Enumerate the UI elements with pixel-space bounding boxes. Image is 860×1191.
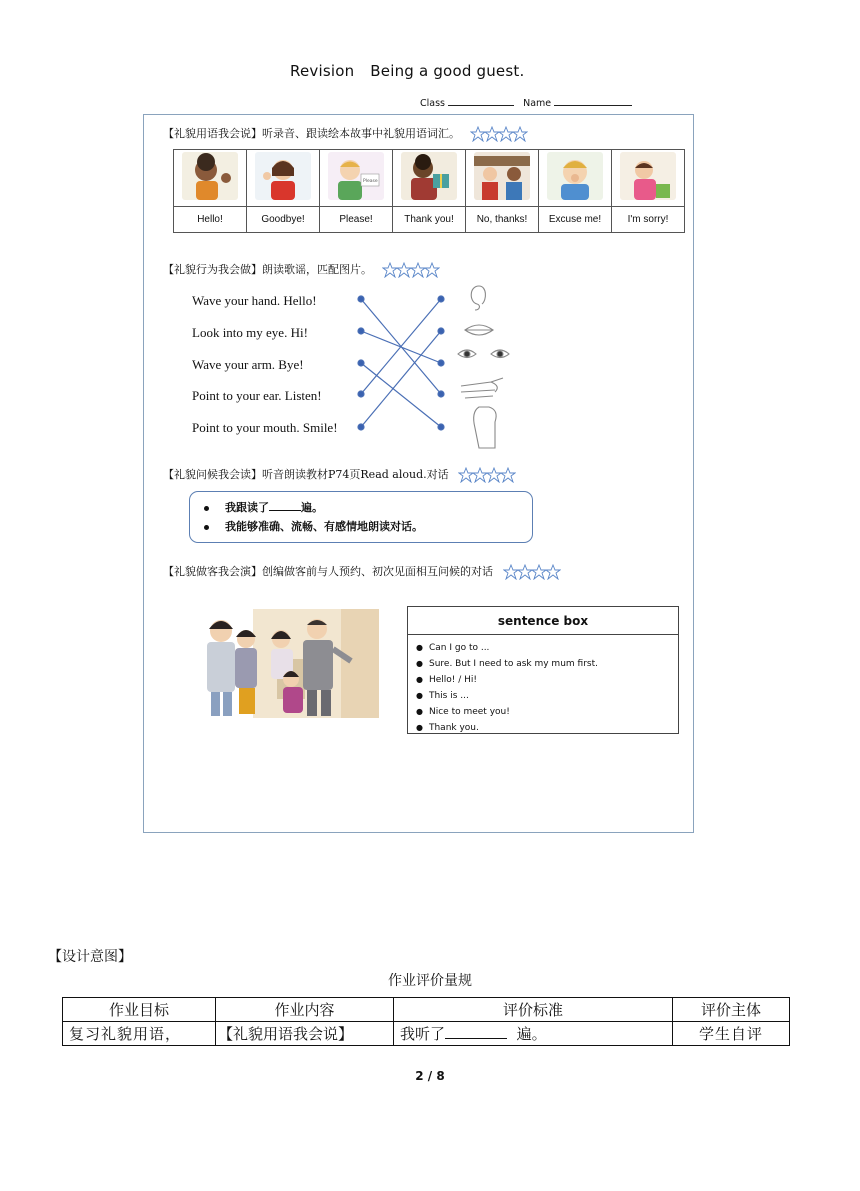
eyes-icon [458,350,509,358]
section-polite-words-heading: 【礼貌用语我会说】听录音、跟读绘本故事中礼貌用语词汇。 [163,127,460,140]
phrase-label: Excuse me! [539,207,612,233]
section-polite-visit [163,563,561,580]
sentence-item: ● Thank you. [416,720,678,736]
rhyme-line: Point to your mouth. Smile! [192,420,338,435]
page-number: 2 / 8 [415,1069,445,1083]
rubric-caption: 作业评价量规 [388,973,472,989]
rating-stars [470,126,528,142]
girl-gift-illustration [401,152,457,200]
rubric-header: 评价标准 [394,998,673,1022]
match-dot [438,424,444,430]
rating-stars [503,564,561,580]
phrase-label: Hello! [174,207,247,233]
name-label: Name [523,98,552,109]
boy-card-illustration [328,152,384,200]
sentence-box-title: sentence box [408,607,678,635]
boy-cover-mouth-illustration [547,152,603,200]
rubric-content: 【礼貌用语我会说】 [216,1022,394,1046]
section-polite-behaviour [163,261,440,278]
phrase-picture-goodbye [247,150,320,207]
match-dot [438,391,444,397]
lips-icon [465,325,493,335]
sentence-item: ● Can I go to ... [416,640,678,656]
self-check-box [189,491,533,543]
boy-waving-illustration [182,152,238,200]
match-dot [358,360,364,366]
self-check-text: 遍。 [301,501,323,514]
polite-phrases-table [173,149,685,233]
matching-lines [340,282,460,442]
rubric-header: 作业内容 [216,998,394,1022]
body-part-pictures [455,282,530,452]
ear-icon [471,286,485,310]
rhyme-line: Look into my eye. Hi! [192,325,308,340]
self-check-item [204,518,423,534]
sentence-item: ● This is ... [416,688,678,704]
class-label: Class [420,98,445,109]
match-dot [438,328,444,334]
bullet-icon [204,506,209,511]
phrase-picture-no-thanks [466,150,539,207]
title-topic: Being a good guest. [370,62,525,80]
phrase-picture-sorry [612,150,685,207]
match-line [361,363,441,427]
family-visit-illustration [191,609,379,718]
self-check-item [204,499,323,515]
self-check-text: 我跟读了 [225,501,269,514]
sentence-item: ● Hello! / Hi! [416,672,678,688]
sentence-box [407,606,679,734]
design-intent-heading: 【设计意图】 [48,949,132,965]
rubric-header: 评价主体 [673,998,790,1022]
rubric-standard-text: 我听了 [400,1025,446,1043]
hand-icon [461,378,503,398]
rhyme-line: Point to your ear. Listen! [192,388,322,403]
rubric-standard-text: 遍。 [516,1025,547,1043]
phrase-label: No, thanks! [466,207,539,233]
count-blank[interactable] [269,501,301,511]
phrase-picture-please [320,150,393,207]
sentence-item: ● Sure. But I need to ask my mum first. [416,656,678,672]
worksheet-title [290,62,524,80]
sentence-item: ● Nice to meet you! [416,704,678,720]
class-blank [448,96,514,106]
rubric-header: 作业目标 [63,998,216,1022]
class-name-line [420,96,632,109]
phrase-label: Goodbye! [247,207,320,233]
title-revision: Revision [290,62,355,80]
evaluation-rubric-table [62,997,790,1046]
rhyme-line: Wave your hand. Hello! [192,293,317,308]
table-row [63,1022,790,1046]
section-polite-words [163,125,528,142]
match-dot [438,360,444,366]
section-polite-greeting [163,466,516,483]
match-dot [358,296,364,302]
match-dot [358,391,364,397]
children-declining-illustration [474,152,530,200]
section-polite-behaviour-heading: 【礼貌行为我会做】朗读歌谣，匹配图片。 [163,263,372,276]
phrase-picture-thank-you [393,150,466,207]
svg-text:Please: Please [363,179,378,184]
rubric-subject: 学生自评 [673,1022,790,1046]
self-check-text: 我能够准确、流畅、有感情地朗读对话。 [225,520,423,533]
girl-waving-illustration [255,152,311,200]
phrase-picture-hello [174,150,247,207]
name-blank [554,96,632,106]
match-dot [358,328,364,334]
phrase-picture-excuse-me [539,150,612,207]
arm-icon [474,407,496,448]
section-polite-greeting-heading: 【礼貌问候我会读】听音朗读教材P74页Read aloud.对话 [163,468,449,481]
rubric-count-blank[interactable] [445,1025,507,1039]
girl-apologizing-illustration [620,152,676,200]
rating-stars [382,262,440,278]
match-dot [358,424,364,430]
phrase-label: Thank you! [393,207,466,233]
match-dot [438,296,444,302]
rating-stars [458,467,516,483]
bullet-icon [204,525,209,530]
phrase-label: I'm sorry! [612,207,685,233]
section-polite-visit-heading: 【礼貌做客我会演】创编做客前与人预约、初次见面相互问候的对话 [163,565,493,578]
phrase-label: Please! [320,207,393,233]
rubric-goal: 复习礼貌用语， [63,1022,216,1046]
rubric-standard [394,1022,673,1046]
rhyme-line: Wave your arm. Bye! [192,357,304,372]
sentence-list [408,635,678,736]
